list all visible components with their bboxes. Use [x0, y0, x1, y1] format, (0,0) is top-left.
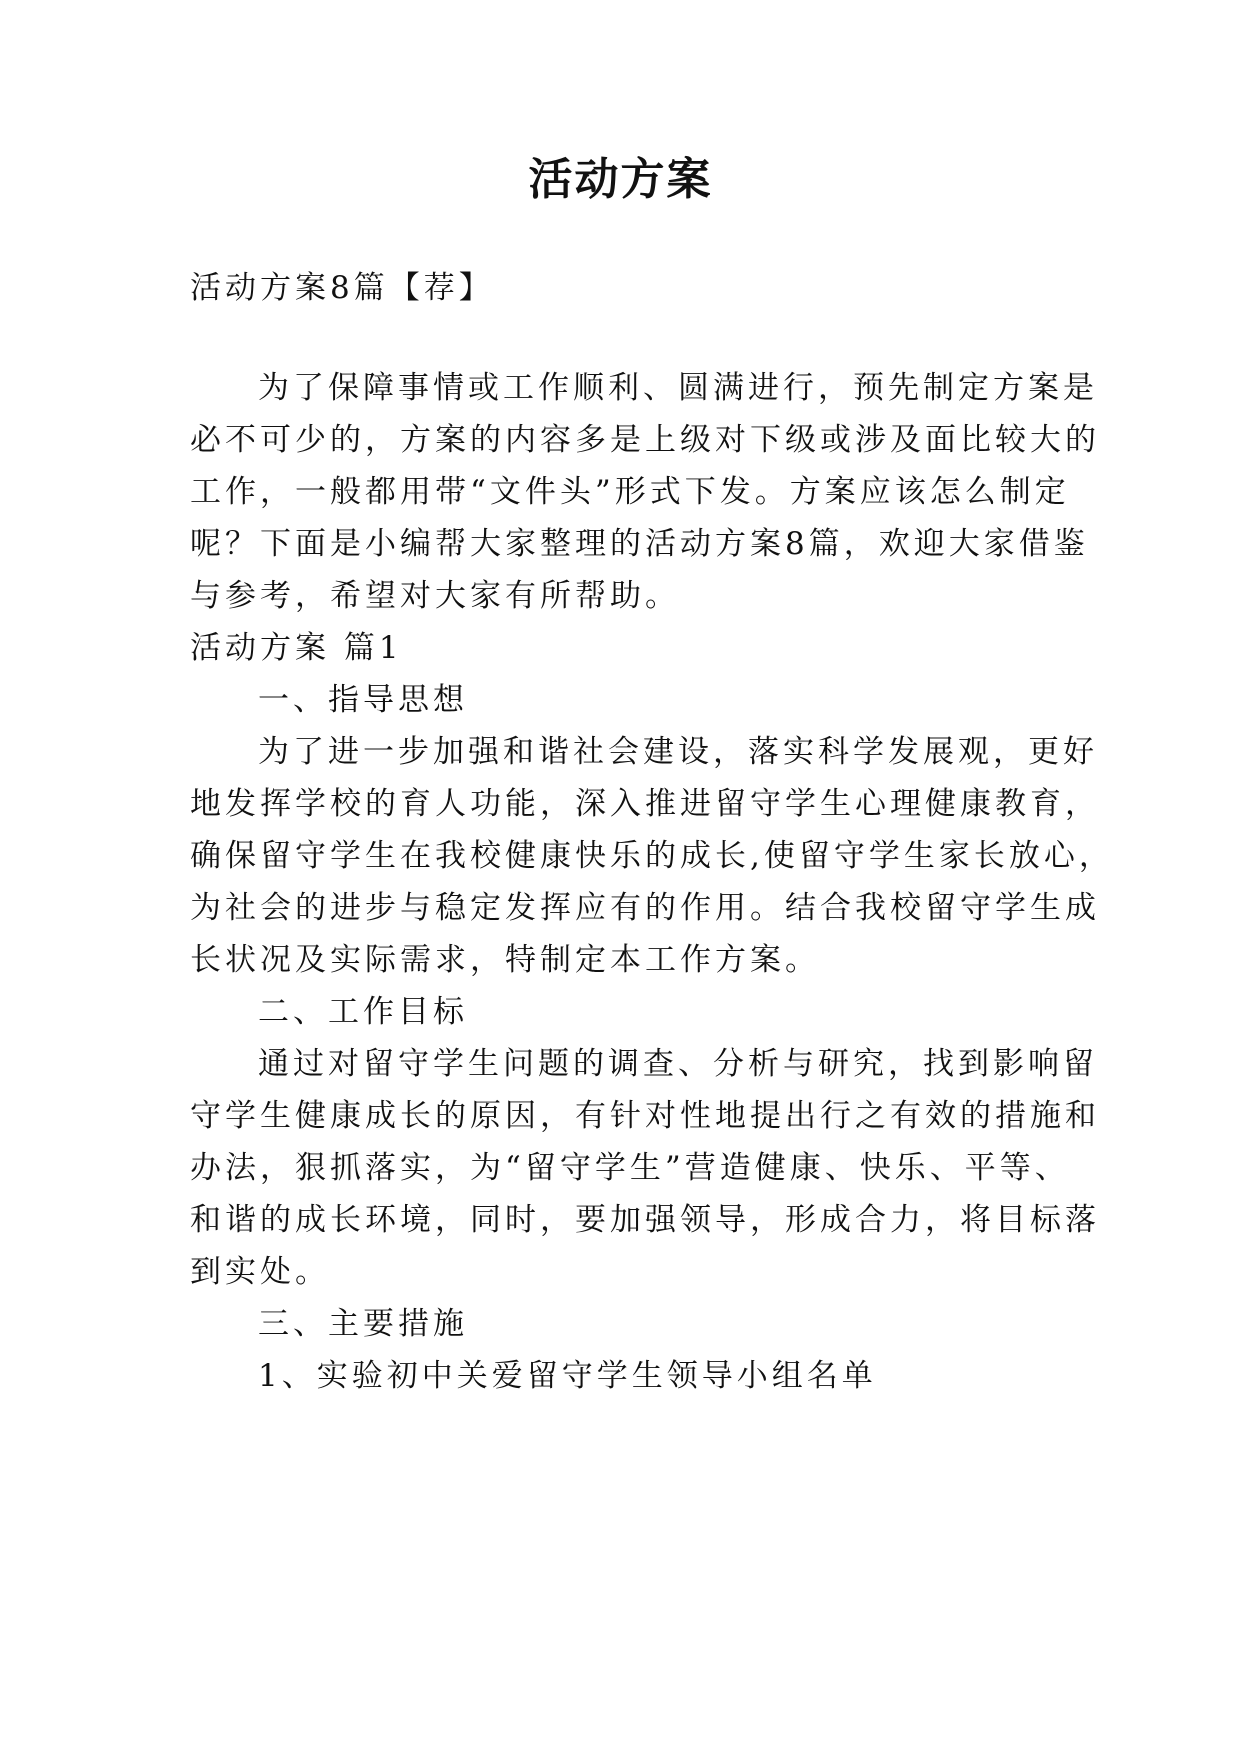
para1-line-4: 为社会的进步与稳定发挥应有的作用。结合我校留守学生成	[190, 890, 1100, 926]
list-item-1: 1、实验初中关爱留守学生领导小组名单	[258, 1358, 877, 1394]
para2-line-1: 通过对留守学生问题的调查、分析与研究，找到影响留	[258, 1046, 1098, 1082]
para2-line-4: 和谐的成长环境，同时，要加强领导，形成合力，将目标落	[190, 1202, 1100, 1238]
intro-line-1: 为了保障事情或工作顺利、圆满进行，预先制定方案是	[258, 370, 1098, 406]
intro-line-2: 必不可少的，方案的内容多是上级对下级或涉及面比较大的	[190, 422, 1100, 458]
intro-line-3: 工作，一般都用带“文件头”形式下发。方案应该怎么制定	[190, 474, 1070, 510]
para2-line-2: 守学生健康成长的原因，有针对性地提出行之有效的措施和	[190, 1098, 1100, 1134]
heading-work-goals: 二、工作目标	[258, 994, 468, 1030]
para1-line-5: 长状况及实际需求，特制定本工作方案。	[190, 942, 820, 978]
section-heading: 活动方案 篇1	[190, 630, 403, 666]
para2-line-5: 到实处。	[190, 1254, 330, 1290]
para1-line-2: 地发挥学校的育人功能，深入推进留守学生心理健康教育，	[190, 786, 1100, 822]
document-subtitle: 活动方案8篇【荐】	[190, 270, 494, 306]
intro-line-4: 呢？下面是小编帮大家整理的活动方案8篇，欢迎大家借鉴	[190, 526, 1089, 562]
para2-line-3: 办法，狠抓落实，为“留守学生”营造健康、快乐、平等、	[190, 1150, 1070, 1186]
para1-line-3: 确保留守学生在我校健康快乐的成长,使留守学生家长放心，	[190, 838, 1114, 874]
document-title: 活动方案	[528, 154, 713, 205]
para1-line-1: 为了进一步加强和谐社会建设，落实科学发展观，更好	[258, 734, 1098, 770]
intro-line-5: 与参考，希望对大家有所帮助。	[190, 578, 680, 614]
heading-main-measures: 三、主要措施	[258, 1306, 468, 1342]
heading-guiding-ideology: 一、指导思想	[258, 682, 468, 718]
